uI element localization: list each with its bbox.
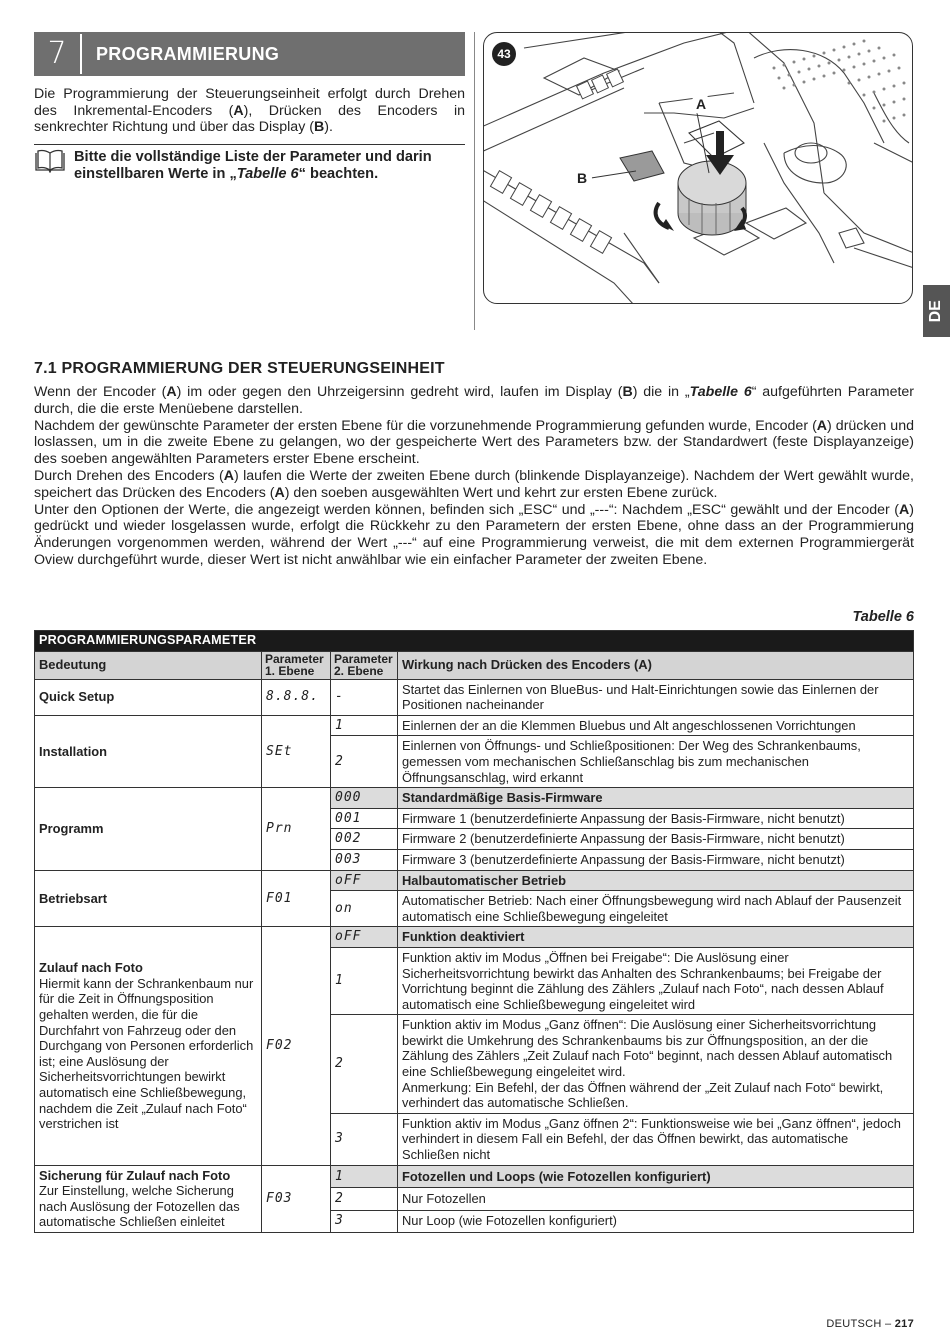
param-effect: Startet das Einlernen von BlueBus- und Halt-Einrichtungen sowie das Einlernen der Positionen nacheinander (398, 679, 914, 715)
param-level1: F03 (262, 1165, 331, 1232)
body-paragraph (34, 384, 914, 418)
ref-a: A (274, 484, 285, 501)
column-divider (474, 32, 475, 330)
param-level1: SEt (262, 715, 331, 787)
param-level1: 8.8.8. (262, 679, 331, 715)
text: ) gedrückt und wieder losgelassen wurde, erfolgt die Rückkehr zu den Parametern der ersten Ebene, ohne dass an der Programmierung Änderungen vorgenommen werden, während der Wert „---“ auf eine Programmierung verweist, die mit dem externen Programmiergerät Oview durchgeführt wurde, dieser Wert ist nicht anwählbar wie ein einfacher Parameter der zweiten Ebene. (34, 501, 914, 568)
param-name: Installation (35, 715, 262, 787)
section-header (34, 32, 465, 76)
table-row (35, 870, 914, 891)
param-effect: Funktion aktiv im Modus „Öffnen bei Freigabe“: Die Auslösung einer Sicherheitsvorrichtung bewirkt das Anhalten des Schrankenbaums; bei Freigabe der Vorrichtung beginnt die Zählung des Zählers „Zulauf nach Foto“, nach dessen Ablauf automatisch eine Schließbewegung eingeleitet wird (398, 947, 914, 1014)
param-level2: 000 (331, 788, 398, 809)
section-title: PROGRAMMIERUNG (96, 43, 280, 64)
text: Durch Drehen des Encoders ( (34, 467, 224, 484)
book-icon (34, 149, 68, 183)
parameters-table (34, 630, 914, 1233)
param-effect: Funktion aktiv im Modus „Ganz öffnen 2“: Funktionsweise wie bei „Ganz öffnen“, jedoch verhindert in diesem Fall ein Befehl, der das Öffnen bewirkt, das automatische Schließen nicht (398, 1113, 914, 1165)
param-level2: 001 (331, 808, 398, 829)
ref-b: B (622, 384, 633, 400)
col-param2-line2: 2. Ebene (334, 664, 384, 679)
ref-a: A (816, 417, 828, 434)
table-row (35, 1165, 914, 1187)
param-effect: Funktion aktiv im Modus „Ganz öffnen“: Die Auslösung einer Sicherheitsvorrichtung bewirkt die Umkehrung des Schrankenbaums bis zur Öffnungsposition, an der die Zählung des Zählers „Zeit Zulauf nach Foto“ beginnt, nach dessen Ablauf automatisch eine Schließbewegung eingeleitet wird. (402, 1017, 893, 1080)
param-level2: 1 (331, 1165, 398, 1187)
param-effect-note: Anmerkung: Ein Befehl, der das Öffnen während der „Zeit Zulauf nach Foto“ bewirkt, verhindert das automatische Schließen. (402, 1079, 884, 1111)
page-number: 217 (894, 1318, 914, 1330)
figure-label-b: B (576, 170, 588, 186)
table-row (35, 927, 914, 948)
param-level1: Prn (262, 788, 331, 870)
section-number: 7 (34, 34, 82, 74)
param-level2: 3 (331, 1113, 398, 1165)
intro-paragraph (34, 86, 465, 136)
intro-label-a: A (233, 102, 244, 119)
param-effect: Firmware 1 (benutzerdefinierte Anpassung der Basis-Firmware, nicht benutzt) (398, 808, 914, 829)
param-level1: F01 (262, 870, 331, 927)
param-name: Quick Setup (35, 679, 262, 715)
col-param1 (262, 651, 331, 679)
text: Wenn der Encoder ( (34, 384, 167, 400)
text: ) laufen die Werte der zweiten Ebene durch (blinkende Displayanzeige). Nachdem der Wert gewählt wurde, speichert das Drücken des Encoders ( (34, 467, 915, 501)
param-name-cell (35, 927, 262, 1165)
note-text (74, 149, 465, 183)
param-level2: 002 (331, 829, 398, 850)
table-row (35, 788, 914, 809)
text: ) die in „ (632, 384, 690, 400)
figure-label-a: A (695, 96, 707, 112)
col-param1-line2: 1. Ebene (265, 664, 315, 679)
text: ) drücken und loslassen, um in die zweite Ebene zu gelangen, wo der gespeicherte Wert des Parameters bzw. der Standardwert (feste Displayanzeige) des soeben angewählten Parameters erster Ebene erscheint. (34, 417, 914, 468)
text: Nachdem der gewünschte Parameter der ersten Ebene für die vorzunehmende Programmierung gefunden wurde, Encoder ( (34, 417, 817, 434)
param-name: Betriebsart (35, 870, 262, 927)
col-param2 (331, 651, 398, 679)
table-row (35, 679, 914, 715)
text: ) im oder gegen den Uhrzeigersinn gedreht wird, laufen im Display ( (176, 384, 623, 400)
param-effect-cell (398, 1015, 914, 1114)
param-level2: - (331, 679, 398, 715)
param-effect: Einlernen der an die Klemmen Bluebus und Alt angeschlossenen Vorrichtungen (398, 715, 914, 736)
param-effect: Funktion deaktiviert (398, 927, 914, 948)
intro-text: ), Drücken des Encoders in senkrechter Richtung und über das Display ( (34, 102, 465, 136)
body-paragraph (34, 468, 914, 502)
param-level2: 003 (331, 849, 398, 870)
param-level2: 1 (331, 947, 398, 1014)
language-tab-label: DE (927, 299, 945, 323)
body-paragraph (34, 502, 914, 569)
param-effect: Einlernen von Öffnungs- und Schließpositionen: Der Weg des Schrankenbaums, gemessen vom mechanischen Schließanschlag bis zum mechanischen Öffnungsanschlag, wird erkannt (398, 736, 914, 788)
param-level2: oFF (331, 870, 398, 891)
table-caption: Tabelle 6 (852, 609, 914, 625)
intro-label-b: B (313, 119, 325, 136)
note-text-part: “ beachten. (298, 166, 379, 182)
param-name-cell (35, 1165, 262, 1232)
param-description: Zur Einstellung, welche Sicherung nach Auslösung der Fotozellen das automatische Schließen einleitet (39, 1183, 240, 1230)
param-name: Zulauf nach Foto (39, 960, 143, 976)
param-level2: 3 (331, 1210, 398, 1232)
note-box (34, 149, 465, 183)
param-effect: Standardmäßige Basis-Firmware (398, 788, 914, 809)
note-table-ref: Tabelle 6 (236, 166, 299, 182)
param-level1: F02 (262, 927, 331, 1165)
text: ) den soeben ausgewählten Wert und kehrt zur ersten Ebene zurück. (284, 484, 718, 501)
ref-a: A (899, 501, 910, 518)
control-unit-illustration (484, 33, 913, 304)
param-level2: oFF (331, 927, 398, 948)
col-param2-line1: Parameter (334, 651, 393, 666)
param-effect: Halbautomatischer Betrieb (398, 870, 914, 891)
param-effect: Nur Loop (wie Fotozellen konfiguriert) (398, 1210, 914, 1232)
table-row (35, 715, 914, 736)
intro-text: Die Programmierung der Steuerungseinheit erfolgt durch Drehen des Inkremental-Encoders ( (34, 86, 465, 119)
param-description: Hiermit kann der Schrankenbaum nur für die Zeit in Öffnungsposition gehalten werden, die für die Durchfahrt von Fahrzeug oder den Durchgang von Personen erforderlich ist; eine Auslösung der Sicherheitsvorrichtungen bewirkt automatisch eine Schließbewegung, nachdem die Zeit „Zulauf nach Foto“ verstrichen ist (39, 975, 254, 1132)
param-effect: Nur Fotozellen (398, 1188, 914, 1210)
language-tab (923, 285, 950, 337)
col-effect: Wirkung nach Drücken des Encoders (A) (398, 651, 914, 679)
param-effect: Automatischer Betrieb: Nach einer Öffnungsbewegung wird nach Ablauf der Pausenzeit automatisch eine Schließbewegung eingeleitet (398, 891, 914, 927)
table-ref: Tabelle 6 (689, 384, 752, 400)
figure-control-unit (483, 32, 913, 304)
param-level2: on (331, 891, 398, 927)
param-effect: Firmware 2 (benutzerdefinierte Anpassung der Basis-Firmware, nicht benutzt) (398, 829, 914, 850)
column-headers (35, 651, 914, 679)
text: Unter den Optionen der Werte, die angezeigt werden können, befinden sich „ESC“ und „---“: Nachdem „ESC“ gewählt und der Encoder ( (34, 501, 900, 518)
param-effect: Fotozellen und Loops (wie Fotozellen konfiguriert) (398, 1165, 914, 1187)
ref-a: A (166, 384, 177, 400)
ref-a: A (223, 467, 234, 484)
intro-text: ). (324, 119, 333, 136)
page-footer (826, 1316, 914, 1333)
body-text (34, 384, 914, 569)
col-meaning: Bedeutung (35, 651, 262, 679)
note-divider (34, 144, 465, 145)
footer-language: DEUTSCH – (826, 1318, 895, 1330)
subsection-title: 7.1 PROGRAMMIERUNG DER STEUERUNGSEINHEIT (34, 360, 445, 377)
param-level2: 2 (331, 1015, 398, 1114)
param-name: Programm (35, 788, 262, 870)
param-effect: Firmware 3 (benutzerdefinierte Anpassung der Basis-Firmware, nicht benutzt) (398, 849, 914, 870)
param-name: Sicherung für Zulauf nach Foto (39, 1167, 231, 1183)
param-level2: 1 (331, 715, 398, 736)
figure-number: 43 (492, 42, 516, 66)
text: “ aufgeführten Parameter durch, die die erste Menüebene darstellen. (34, 384, 915, 417)
col-param1-line1: Parameter (265, 651, 324, 666)
param-level2: 2 (331, 736, 398, 788)
table-header: PROGRAMMIERUNGSPARAMETER (35, 631, 914, 652)
body-paragraph (34, 418, 914, 468)
param-level2: 2 (331, 1188, 398, 1210)
note-text-part: Bitte die vollständige Liste der Parameter und darin einstellbaren Werte in „ (74, 149, 432, 182)
